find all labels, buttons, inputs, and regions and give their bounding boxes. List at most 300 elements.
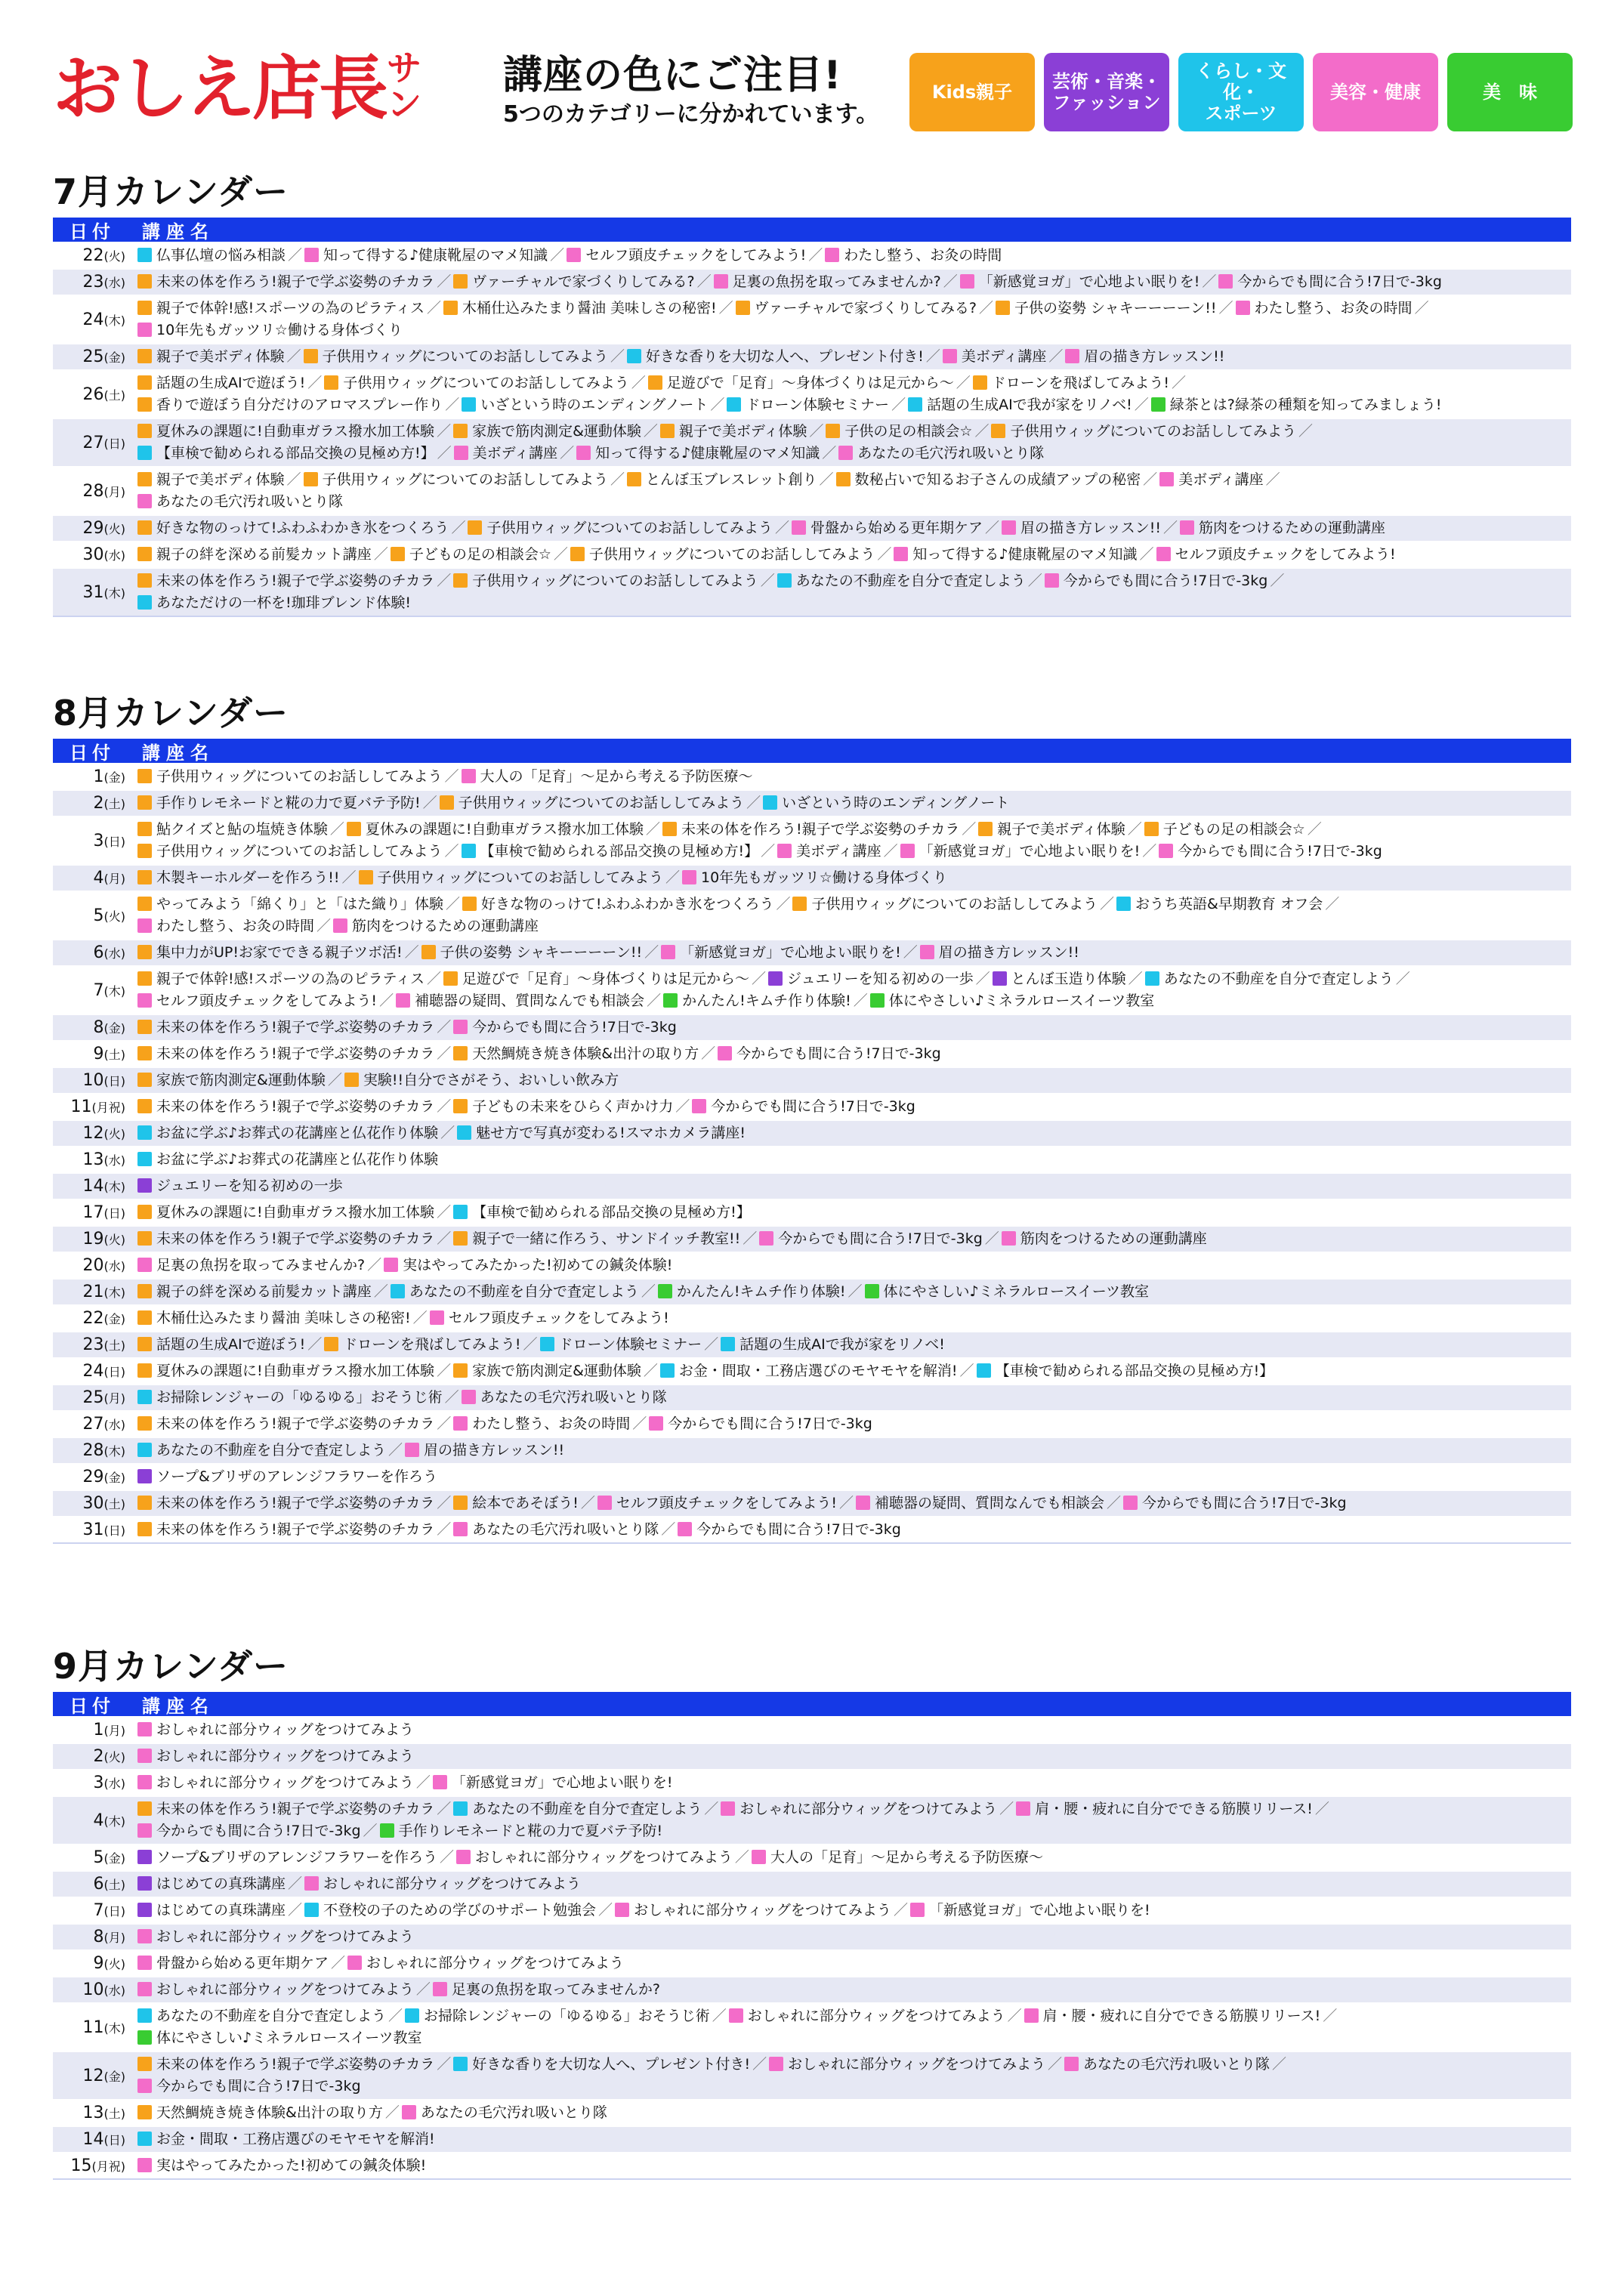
- course-item[interactable]: [453, 1045, 699, 1062]
- course-item[interactable]: [137, 1748, 414, 1764]
- course-item[interactable]: [615, 1902, 891, 1919]
- separator: ／: [704, 1801, 719, 1817]
- course-item[interactable]: [453, 1098, 673, 1115]
- course-item[interactable]: [920, 944, 1079, 961]
- separator: ／: [774, 520, 789, 536]
- course-item[interactable]: [453, 1019, 677, 1036]
- category-icon: [727, 397, 741, 412]
- course-item[interactable]: [137, 918, 314, 934]
- course-item[interactable]: [660, 423, 807, 440]
- course-line: [137, 1175, 1571, 1197]
- course-item[interactable]: [752, 1849, 1043, 1866]
- course-item[interactable]: [137, 1442, 386, 1459]
- course-item[interactable]: [660, 1363, 958, 1379]
- category-icon: [1116, 897, 1131, 911]
- date-day: 5: [93, 906, 104, 925]
- course-item[interactable]: [137, 300, 425, 316]
- course-title: 鮎クイズと鮎の塩焼き体験: [156, 821, 328, 838]
- course-title: 親子で一緒に作ろう、サンドイッチ教室!!: [472, 1230, 741, 1247]
- course-item[interactable]: [137, 1415, 434, 1432]
- course-item[interactable]: [991, 423, 1295, 440]
- course-item[interactable]: [137, 1072, 326, 1088]
- category-icon: [396, 993, 410, 1008]
- category-icon: [457, 1125, 471, 1140]
- course-item[interactable]: [648, 375, 954, 391]
- course-item[interactable]: [1151, 397, 1442, 413]
- course-item[interactable]: [910, 1902, 1150, 1919]
- course-item[interactable]: [453, 1415, 630, 1432]
- course-title: 【車検で勧められる部品交換の見極め方!】: [156, 445, 435, 462]
- category-icon: [137, 520, 152, 535]
- course-item[interactable]: [137, 1230, 434, 1247]
- course-item[interactable]: [137, 992, 377, 1009]
- course-item[interactable]: [137, 1823, 361, 1839]
- course-item[interactable]: [1144, 821, 1305, 838]
- course-item[interactable]: [718, 1045, 941, 1062]
- category-icon: [825, 248, 839, 262]
- category-icon: [977, 1363, 991, 1378]
- date-day: 12: [82, 2066, 104, 2085]
- course-item[interactable]: [662, 821, 959, 838]
- category-icon: [462, 844, 476, 858]
- course-item[interactable]: [137, 1257, 365, 1273]
- separator: ／: [1272, 2056, 1287, 2073]
- course-item[interactable]: [137, 1019, 434, 1036]
- course-item[interactable]: [391, 1283, 639, 1300]
- date-day: 17: [82, 1203, 104, 1222]
- category-icon: [736, 301, 750, 315]
- course-item[interactable]: [396, 992, 644, 1009]
- course-item[interactable]: [137, 573, 434, 589]
- course-item[interactable]: [453, 1230, 740, 1247]
- category-icon: [960, 274, 974, 289]
- course-item[interactable]: [1156, 546, 1396, 563]
- course-item[interactable]: [597, 1495, 837, 1511]
- course-item[interactable]: [763, 795, 1009, 811]
- course-item[interactable]: [540, 1336, 702, 1353]
- course-item[interactable]: [384, 1257, 672, 1273]
- row-courses: [131, 1070, 1571, 1091]
- separator: ／: [643, 423, 658, 440]
- course-title: 未来の体を作ろう!親子で学ぶ姿勢のチカラ: [156, 2056, 435, 2073]
- course-item[interactable]: [894, 546, 1137, 563]
- header-name: 講座名: [142, 1695, 215, 1717]
- course-item[interactable]: [567, 247, 806, 264]
- category-icon: [137, 1073, 152, 1087]
- course-item[interactable]: [137, 445, 435, 462]
- course-item[interactable]: [468, 520, 772, 536]
- course-item[interactable]: [1218, 273, 1442, 290]
- course-title: 不登校の子のための学びのサポート勉強会: [323, 1902, 597, 1919]
- course-item[interactable]: [137, 944, 403, 961]
- course-item[interactable]: [137, 375, 305, 391]
- course-title: とんぼ玉造り体験: [1011, 971, 1126, 987]
- course-item[interactable]: [993, 971, 1126, 987]
- course-line: [137, 1519, 1571, 1541]
- course-title: 骨盤から始める更年期ケア: [810, 520, 983, 536]
- course-line: [137, 792, 1571, 814]
- table-row: [53, 789, 1571, 816]
- category-icon: [648, 375, 662, 390]
- course-item[interactable]: [137, 869, 339, 886]
- header-name: 講座名: [142, 221, 215, 242]
- course-item[interactable]: [453, 1495, 579, 1511]
- course-item[interactable]: [405, 2008, 710, 2024]
- course-item[interactable]: [347, 1955, 624, 1971]
- row-date: [53, 943, 131, 962]
- course-item[interactable]: [769, 2056, 1045, 2073]
- course-item[interactable]: [453, 1204, 751, 1221]
- course-item[interactable]: [714, 273, 941, 290]
- course-line: [137, 1820, 1571, 1842]
- course-item[interactable]: [838, 445, 1044, 462]
- separator: ／: [734, 1849, 749, 1866]
- course-item[interactable]: [137, 471, 284, 488]
- date-weekday: (日): [103, 1904, 125, 1919]
- course-item[interactable]: [1064, 2056, 1270, 2073]
- course-item[interactable]: [678, 1521, 901, 1538]
- course-item[interactable]: [454, 445, 557, 462]
- category-icon: [137, 2030, 152, 2045]
- course-line: [137, 1746, 1571, 1767]
- course-line: [137, 2076, 1571, 2098]
- course-item[interactable]: [1045, 573, 1268, 589]
- category-icon: [137, 1178, 152, 1193]
- course-item[interactable]: [137, 896, 443, 912]
- course-item[interactable]: [137, 493, 343, 510]
- course-line: [137, 1122, 1571, 1144]
- date-weekday: (月): [103, 1391, 125, 1406]
- course-item[interactable]: [137, 1928, 414, 1945]
- table-row: [53, 343, 1571, 369]
- course-item[interactable]: [453, 573, 758, 589]
- row-date: [53, 1520, 131, 1539]
- course-item[interactable]: [137, 348, 284, 365]
- category-icon: [137, 1823, 152, 1838]
- course-item[interactable]: [304, 1902, 596, 1919]
- course-item[interactable]: [137, 1521, 434, 1538]
- course-title: 10年先もガッツリ☆働ける身体づくり: [701, 869, 947, 886]
- course-item[interactable]: [908, 397, 1132, 413]
- course-item[interactable]: [900, 843, 1141, 860]
- course-item[interactable]: [727, 397, 889, 413]
- course-item[interactable]: [137, 594, 411, 611]
- row-courses: [131, 1493, 1571, 1514]
- course-title: 10年先もガッツリ☆働ける身体づくり: [156, 322, 403, 338]
- course-item[interactable]: [137, 273, 434, 290]
- course-item[interactable]: [826, 423, 972, 440]
- course-title: 木桶仕込みたまり醤油 美味しさの秘密!: [156, 1310, 411, 1326]
- course-item[interactable]: [304, 247, 548, 264]
- course-item[interactable]: [870, 992, 1154, 1009]
- course-item[interactable]: [304, 348, 608, 365]
- course-item[interactable]: [137, 1098, 434, 1115]
- course-item[interactable]: [137, 1721, 414, 1738]
- category-icon: [137, 2057, 152, 2071]
- date-weekday: (月祝): [91, 1100, 125, 1115]
- course-item[interactable]: [137, 247, 286, 264]
- course-item[interactable]: [443, 300, 717, 316]
- course-item[interactable]: [137, 2131, 435, 2147]
- course-title: 夏休みの課題に!自動車ガラス撥水加工体験: [156, 1204, 435, 1221]
- table-row: [53, 1172, 1571, 1199]
- course-item[interactable]: [1123, 1495, 1347, 1511]
- course-item[interactable]: [344, 1072, 619, 1088]
- course-item[interactable]: [960, 273, 1200, 290]
- table-header: [53, 1692, 1571, 1716]
- course-item[interactable]: [137, 1981, 414, 1998]
- course-item[interactable]: [137, 821, 328, 838]
- course-item[interactable]: [137, 971, 425, 987]
- course-item[interactable]: [443, 971, 749, 987]
- course-item[interactable]: [1002, 520, 1161, 536]
- course-item[interactable]: [137, 1310, 411, 1326]
- course-item[interactable]: [137, 423, 434, 440]
- row-date: [53, 906, 131, 925]
- course-item[interactable]: [1145, 971, 1394, 987]
- course-item[interactable]: [768, 971, 974, 987]
- course-item[interactable]: [137, 1495, 434, 1511]
- course-item[interactable]: [137, 1151, 438, 1168]
- course-item[interactable]: [347, 821, 644, 838]
- course-item[interactable]: [453, 1363, 641, 1379]
- course-line: [137, 1413, 1571, 1435]
- separator: ／: [838, 1495, 854, 1511]
- separator: ／: [877, 546, 892, 563]
- course-item[interactable]: [453, 423, 641, 440]
- course-item[interactable]: [1065, 348, 1224, 365]
- course-item[interactable]: [1180, 520, 1385, 536]
- date-weekday: (日): [103, 1206, 125, 1221]
- course-item[interactable]: [462, 1389, 667, 1406]
- course-item[interactable]: [836, 471, 1141, 488]
- separator: ／: [437, 1045, 452, 1062]
- course-item[interactable]: [137, 1902, 286, 1919]
- course-item[interactable]: [576, 445, 820, 462]
- course-title: おしゃれに部分ウィッグをつけてみよう: [156, 1721, 414, 1738]
- course-item[interactable]: [792, 896, 1097, 912]
- course-item[interactable]: [137, 843, 442, 860]
- date-day: 11: [82, 2017, 104, 2037]
- course-item[interactable]: [137, 1955, 329, 1971]
- course-item[interactable]: [324, 1336, 520, 1353]
- category-icon: [344, 1073, 359, 1087]
- course-item[interactable]: [137, 397, 443, 413]
- course-item[interactable]: [453, 273, 694, 290]
- course-item[interactable]: [137, 2056, 434, 2073]
- course-item[interactable]: [137, 2008, 386, 2024]
- course-item[interactable]: [137, 2078, 361, 2094]
- course-item[interactable]: [137, 2104, 383, 2121]
- course-title: 親子で美ボディ体験: [156, 471, 285, 488]
- course-item[interactable]: [402, 2104, 607, 2121]
- course-line: [137, 1926, 1571, 1948]
- course-item[interactable]: [977, 1363, 1274, 1379]
- course-title: 親子で体幹!感!スポーツの為のピラティス: [156, 300, 425, 316]
- course-item[interactable]: [433, 1774, 673, 1791]
- course-item[interactable]: [137, 322, 403, 338]
- course-line: [137, 1096, 1571, 1118]
- separator: ／: [893, 1902, 908, 1919]
- date-weekday: (金): [103, 770, 125, 785]
- course-item[interactable]: [304, 1875, 581, 1892]
- course-item[interactable]: [137, 2157, 426, 2174]
- course-item[interactable]: [137, 1774, 414, 1791]
- course-item[interactable]: [137, 1283, 372, 1300]
- course-item[interactable]: [137, 795, 421, 811]
- course-item[interactable]: [943, 348, 1046, 365]
- category-icon: [660, 1363, 675, 1378]
- course-item[interactable]: [137, 1336, 305, 1353]
- course-title: 補聴器の疑問、質問なんでも相談会: [415, 992, 645, 1009]
- separator: ／: [367, 1257, 382, 1273]
- category-icon: [718, 1046, 732, 1060]
- row-date: [53, 1848, 131, 1867]
- course-item[interactable]: [1016, 1801, 1313, 1817]
- course-item[interactable]: [137, 1178, 343, 1194]
- category-icon: [333, 918, 347, 933]
- course-item[interactable]: [1159, 471, 1263, 488]
- course-item[interactable]: [137, 1363, 434, 1379]
- course-item[interactable]: [777, 843, 881, 860]
- row-courses: [131, 867, 1571, 889]
- course-item[interactable]: [405, 1442, 564, 1459]
- row-date: [53, 1494, 131, 1513]
- course-line: [137, 1228, 1571, 1250]
- course-title: 大人の「足育」〜足から考える予防医療〜: [770, 1849, 1043, 1866]
- course-title: セルフ頭皮チェックをしてみよう!: [448, 1310, 669, 1326]
- course-item[interactable]: [421, 944, 643, 961]
- category-icon: [433, 1982, 447, 1996]
- row-date: [53, 1468, 131, 1486]
- course-item[interactable]: [391, 546, 551, 563]
- date-day: 24: [82, 310, 104, 329]
- course-item[interactable]: [453, 1801, 702, 1817]
- course-line: [137, 942, 1571, 964]
- course-item[interactable]: [729, 2008, 1005, 2024]
- course-item[interactable]: [137, 1875, 286, 1892]
- course-line: [137, 469, 1571, 491]
- course-item[interactable]: [453, 1521, 659, 1538]
- course-item[interactable]: [462, 896, 773, 912]
- course-item[interactable]: [137, 520, 449, 536]
- course-item[interactable]: [570, 546, 875, 563]
- course-item[interactable]: [736, 300, 977, 316]
- course-item[interactable]: [792, 520, 983, 536]
- course-item[interactable]: [456, 1849, 733, 1866]
- category-icon: [137, 1416, 152, 1431]
- course-item[interactable]: [333, 918, 539, 934]
- course-item[interactable]: [137, 1045, 434, 1062]
- course-title: 子どもの未来をひらく声かけ力: [472, 1098, 674, 1115]
- course-item[interactable]: [721, 1336, 945, 1353]
- course-item[interactable]: [137, 546, 372, 563]
- course-title: 今からでも間に合う!7日で-3kg: [1237, 273, 1442, 290]
- course-item[interactable]: [682, 869, 947, 886]
- course-item[interactable]: [137, 768, 442, 785]
- logo-sub-text: サン: [387, 48, 422, 125]
- row-date: [53, 1901, 131, 1920]
- course-item[interactable]: [137, 1468, 437, 1485]
- course-item[interactable]: [430, 1310, 669, 1326]
- course-item[interactable]: [433, 1981, 660, 1998]
- course-item[interactable]: [380, 1823, 663, 1839]
- course-item[interactable]: [996, 300, 1217, 316]
- course-title: 肩・腰・疲れに自分でできる筋膜リリース!: [1042, 2008, 1321, 2024]
- course-item[interactable]: [627, 348, 924, 365]
- course-item[interactable]: [978, 821, 1125, 838]
- course-item[interactable]: [137, 1389, 443, 1406]
- course-item[interactable]: [137, 2030, 421, 2046]
- course-item[interactable]: [1236, 300, 1413, 316]
- date-day: 5: [93, 1848, 104, 1867]
- separator: ／: [1128, 971, 1143, 987]
- separator: ／: [959, 1363, 974, 1379]
- course-item[interactable]: [658, 1283, 846, 1300]
- course-item[interactable]: [856, 1495, 1104, 1511]
- course-item[interactable]: [1002, 1230, 1207, 1247]
- course-item[interactable]: [137, 1801, 434, 1817]
- course-item[interactable]: [1024, 2008, 1321, 2024]
- course-item[interactable]: [865, 1283, 1149, 1300]
- course-item[interactable]: [692, 1098, 915, 1115]
- course-item[interactable]: [661, 944, 901, 961]
- course-item[interactable]: [627, 471, 817, 488]
- course-item[interactable]: [462, 843, 759, 860]
- course-item[interactable]: [1116, 896, 1323, 912]
- course-item[interactable]: [137, 1204, 434, 1221]
- separator: ／: [1172, 375, 1187, 391]
- course-line: [137, 346, 1571, 368]
- course-item[interactable]: [777, 573, 1026, 589]
- row-date: [53, 545, 131, 564]
- course-item[interactable]: [453, 2056, 750, 2073]
- course-title: ドローン体験セミナー: [558, 1336, 702, 1353]
- separator: ／: [440, 1849, 455, 1866]
- course-item[interactable]: [759, 1230, 983, 1247]
- course-title: おしゃれに部分ウィッグをつけてみよう: [156, 1981, 414, 1998]
- course-item[interactable]: [440, 795, 744, 811]
- course-item[interactable]: [304, 471, 608, 488]
- category-icon: [792, 520, 806, 535]
- course-item[interactable]: [649, 1415, 872, 1432]
- row-date: [53, 794, 131, 813]
- course-item[interactable]: [825, 247, 1002, 264]
- course-item[interactable]: [663, 992, 851, 1009]
- course-item[interactable]: [137, 1849, 437, 1866]
- course-item[interactable]: [462, 397, 708, 413]
- row-courses: [131, 1043, 1571, 1065]
- course-item[interactable]: [324, 375, 628, 391]
- course-item[interactable]: [721, 1801, 997, 1817]
- separator: ／: [444, 768, 459, 785]
- table-row: [53, 864, 1571, 891]
- course-item[interactable]: [462, 768, 753, 785]
- separator: ／: [444, 1389, 459, 1406]
- course-line: [137, 968, 1571, 990]
- category-icon: [137, 1876, 152, 1891]
- course-item[interactable]: [359, 869, 663, 886]
- date-day: 6: [93, 1875, 104, 1894]
- category-icon: [570, 547, 585, 561]
- course-item[interactable]: [137, 1125, 438, 1141]
- course-line: [137, 298, 1571, 320]
- category-icon: [137, 1522, 152, 1536]
- course-item[interactable]: [973, 375, 1169, 391]
- separator: ／: [1270, 573, 1285, 589]
- course-item[interactable]: [1159, 843, 1382, 860]
- course-item[interactable]: [457, 1125, 746, 1141]
